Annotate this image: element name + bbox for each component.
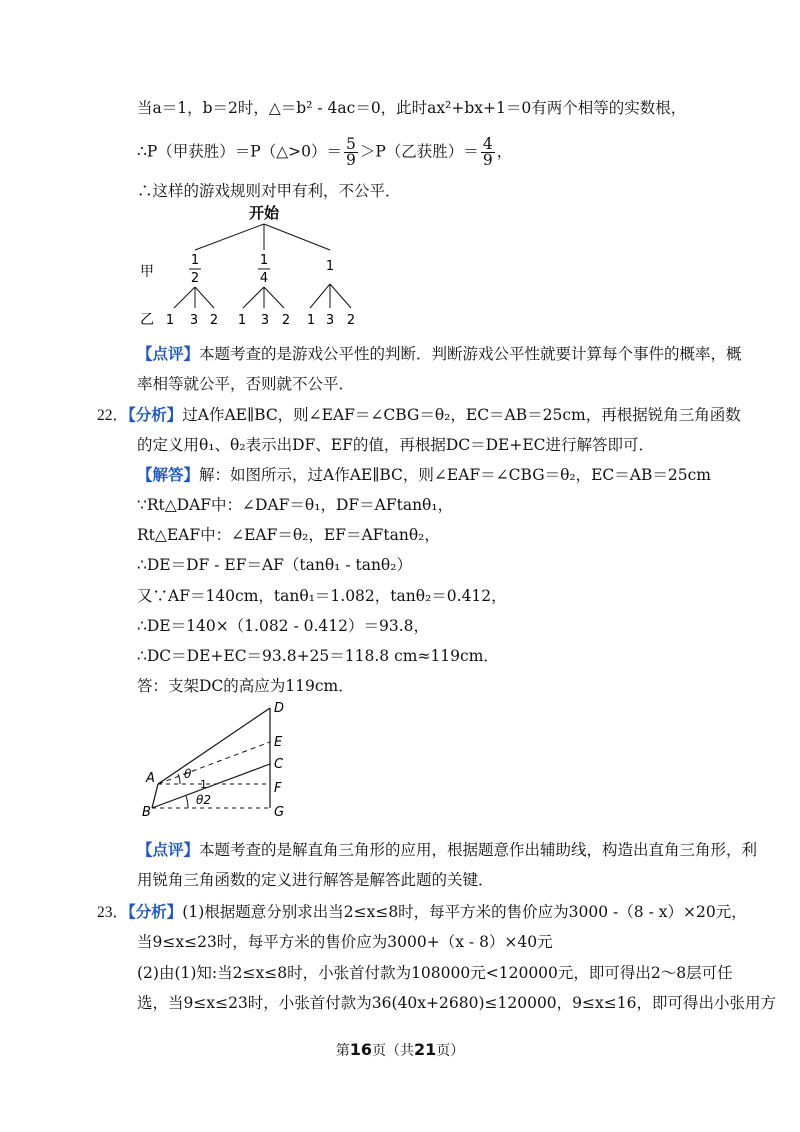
footer-mid: 页（共 <box>372 1043 414 1059</box>
q23-analysis-text-1: (1)根据题意分别求出当2≤x≤8时，每平方米的售价应为3000 -（8 - x）×20元， <box>182 903 747 921</box>
q22-answer-line-8: 答：支架DC的高应为119cm． <box>137 677 354 695</box>
tree-leaf: 3 <box>325 313 335 328</box>
tree-branch <box>264 287 284 308</box>
text-line-2b: ＞P（乙获胜）＝ <box>359 142 479 161</box>
text-line-1: 当a＝1，b＝2时，△＝b² - 4ac＝0，此时ax²+bx+1＝0有两个相等的实数根， <box>137 99 687 117</box>
tree-branch <box>243 287 264 308</box>
analysis-tag: 【分析】 <box>128 406 183 424</box>
fraction-numerator: 4 <box>482 135 493 153</box>
q22-answer-text-1: 解：如图所示，过A作AE∥BC，则∠EAF＝∠CBG＝θ₂，EC＝AB＝25cm <box>199 466 711 484</box>
tree-branch <box>264 224 330 250</box>
tree-frac-den-1: 2 <box>190 271 200 286</box>
q22-answer-line-7: ∴DC＝DE+EC＝93.8+25＝118.8 cm≈119cm． <box>137 647 499 665</box>
q22-answer-line-1 <box>137 464 711 486</box>
segment-AD <box>158 708 270 784</box>
tree-leaf: 1 <box>165 313 175 328</box>
q22-answer-line-3: Rt△EAF中：∠EAF＝θ₂，EF＝AFtanθ₂， <box>137 526 440 544</box>
q22-review-line-2: 用锐角三角函数的定义进行解答是解答此题的关键． <box>137 871 494 889</box>
label-A: A <box>146 771 155 786</box>
label-C: C <box>274 757 284 772</box>
fraction-numerator: 5 <box>346 135 356 153</box>
tree-frac-den-2: 4 <box>259 271 269 286</box>
tree-mid-3: 1 <box>325 259 335 274</box>
tree-branch <box>310 284 330 308</box>
text-line-2a: ∴P（甲获胜）＝P（△>0）＝ <box>137 142 342 161</box>
tree-leaf: 2 <box>209 313 219 328</box>
text-line-3: ∴这样的游戏规则对甲有利，不公平． <box>137 182 401 200</box>
q23-analysis-line-4: 选，当9≤x≤23时，小张首付款为36(40x+2680)≤120000，9≤x≤16，即可得出小张用方 <box>137 994 776 1012</box>
answer-tag: 【解答】 <box>137 466 200 484</box>
q22-answer-line-2: ∵Rt△DAF中：∠DAF＝θ₁，DF＝AFtanθ₁， <box>137 496 454 514</box>
label-D: D <box>274 701 285 716</box>
label-F: F <box>274 781 282 796</box>
question-number: 23． <box>97 904 129 921</box>
tree-root-label: 开始 <box>248 204 280 222</box>
review-tag: 【点评】 <box>137 345 200 363</box>
footer-prefix: 第 <box>335 1043 350 1059</box>
q23-analysis-line-3: (2)由(1)知:当2≤x≤8时，小张首付款为108000元<120000元，即可得出2～8层可任 <box>137 964 733 982</box>
text-line-2 <box>137 137 512 168</box>
page-number-footer <box>0 1040 800 1060</box>
q23-analysis-line-2: 当9≤x≤23时，每平方米的售价应为3000+（x - 8）×40元 <box>137 933 553 951</box>
fraction-denominator: 9 <box>482 151 493 169</box>
label-G: G <box>274 805 285 820</box>
probability-tree-diagram <box>130 200 390 330</box>
angle-arc-theta1 <box>178 774 180 784</box>
current-page-number: 16 <box>349 1040 372 1059</box>
q23-analysis-line-1 <box>97 901 747 924</box>
q22-analysis-text-1: 过A作AE∥BC，则∠EAF＝∠CBG＝θ₂，EC＝AB＝25cm，再根据锐角三角函数 <box>182 406 741 424</box>
fraction-denominator: 9 <box>346 151 356 169</box>
q22-analysis-line-2: 的定义用θ₁、θ₂表示出DF、EF的值，再根据DC＝DE+EC进行解答即可． <box>137 436 655 454</box>
tree-branch <box>195 224 264 250</box>
label-B: B <box>142 805 151 820</box>
tree-frac-num-2: 1 <box>259 253 269 268</box>
q22-analysis-line-1 <box>97 404 741 427</box>
analysis-tag: 【分析】 <box>128 903 183 921</box>
fraction-4-9 <box>481 137 495 168</box>
total-page-count: 21 <box>414 1040 437 1059</box>
tree-leaf: 3 <box>189 313 199 328</box>
tree-leaf: 3 <box>260 313 270 328</box>
label-one: 1 <box>200 778 207 791</box>
label-E: E <box>274 735 283 750</box>
label-theta1: θ <box>184 767 192 781</box>
tree-leaf: 1 <box>237 313 247 328</box>
q22-answer-line-6: ∴DE＝140×（1.082 - 0.412）＝93.8， <box>137 617 430 635</box>
tree-branch <box>195 287 214 308</box>
text-line-2c: ， <box>496 142 513 161</box>
segment-AE <box>158 742 270 784</box>
tree-leaf: 1 <box>306 313 316 328</box>
q22-answer-line-5: 又∵AF＝140cm，tanθ₁＝1.082，tanθ₂＝0.412， <box>137 587 507 605</box>
segment-AB <box>152 784 158 808</box>
question-number: 22． <box>97 407 129 424</box>
angle-arc-theta2 <box>186 796 188 808</box>
review21-line-2: 率相等就公平，否则就不公平． <box>137 375 355 393</box>
fraction-5-9 <box>344 137 358 168</box>
tree-frac-num-1: 1 <box>190 253 200 268</box>
review-tag: 【点评】 <box>137 841 200 859</box>
bracket-triangle-figure <box>140 698 300 822</box>
tree-row-label-jia: 甲 <box>140 264 154 280</box>
segment-BC <box>152 764 270 808</box>
q22-review-text-1: 本题考查的是解直角三角形的应用，根据题意作出辅助线，构造出直角三角形，利 <box>199 841 758 859</box>
review21-line-1 <box>137 343 742 365</box>
label-theta2: θ2 <box>196 793 211 807</box>
tree-branch <box>174 287 195 308</box>
tree-leaf: 2 <box>346 313 356 328</box>
q22-answer-line-4: ∴DE＝DF - EF＝AF（tanθ₁ - tanθ₂） <box>137 556 412 574</box>
q22-review-line-1 <box>137 839 757 861</box>
review21-text-1: 本题考查的是游戏公平性的判断．判断游戏公平性就要计算每个事件的概率，概 <box>199 345 742 363</box>
tree-row-label-yi: 乙 <box>140 312 154 328</box>
footer-suffix: 页） <box>436 1043 465 1059</box>
tree-branch <box>330 284 351 308</box>
tree-leaf: 2 <box>281 313 291 328</box>
